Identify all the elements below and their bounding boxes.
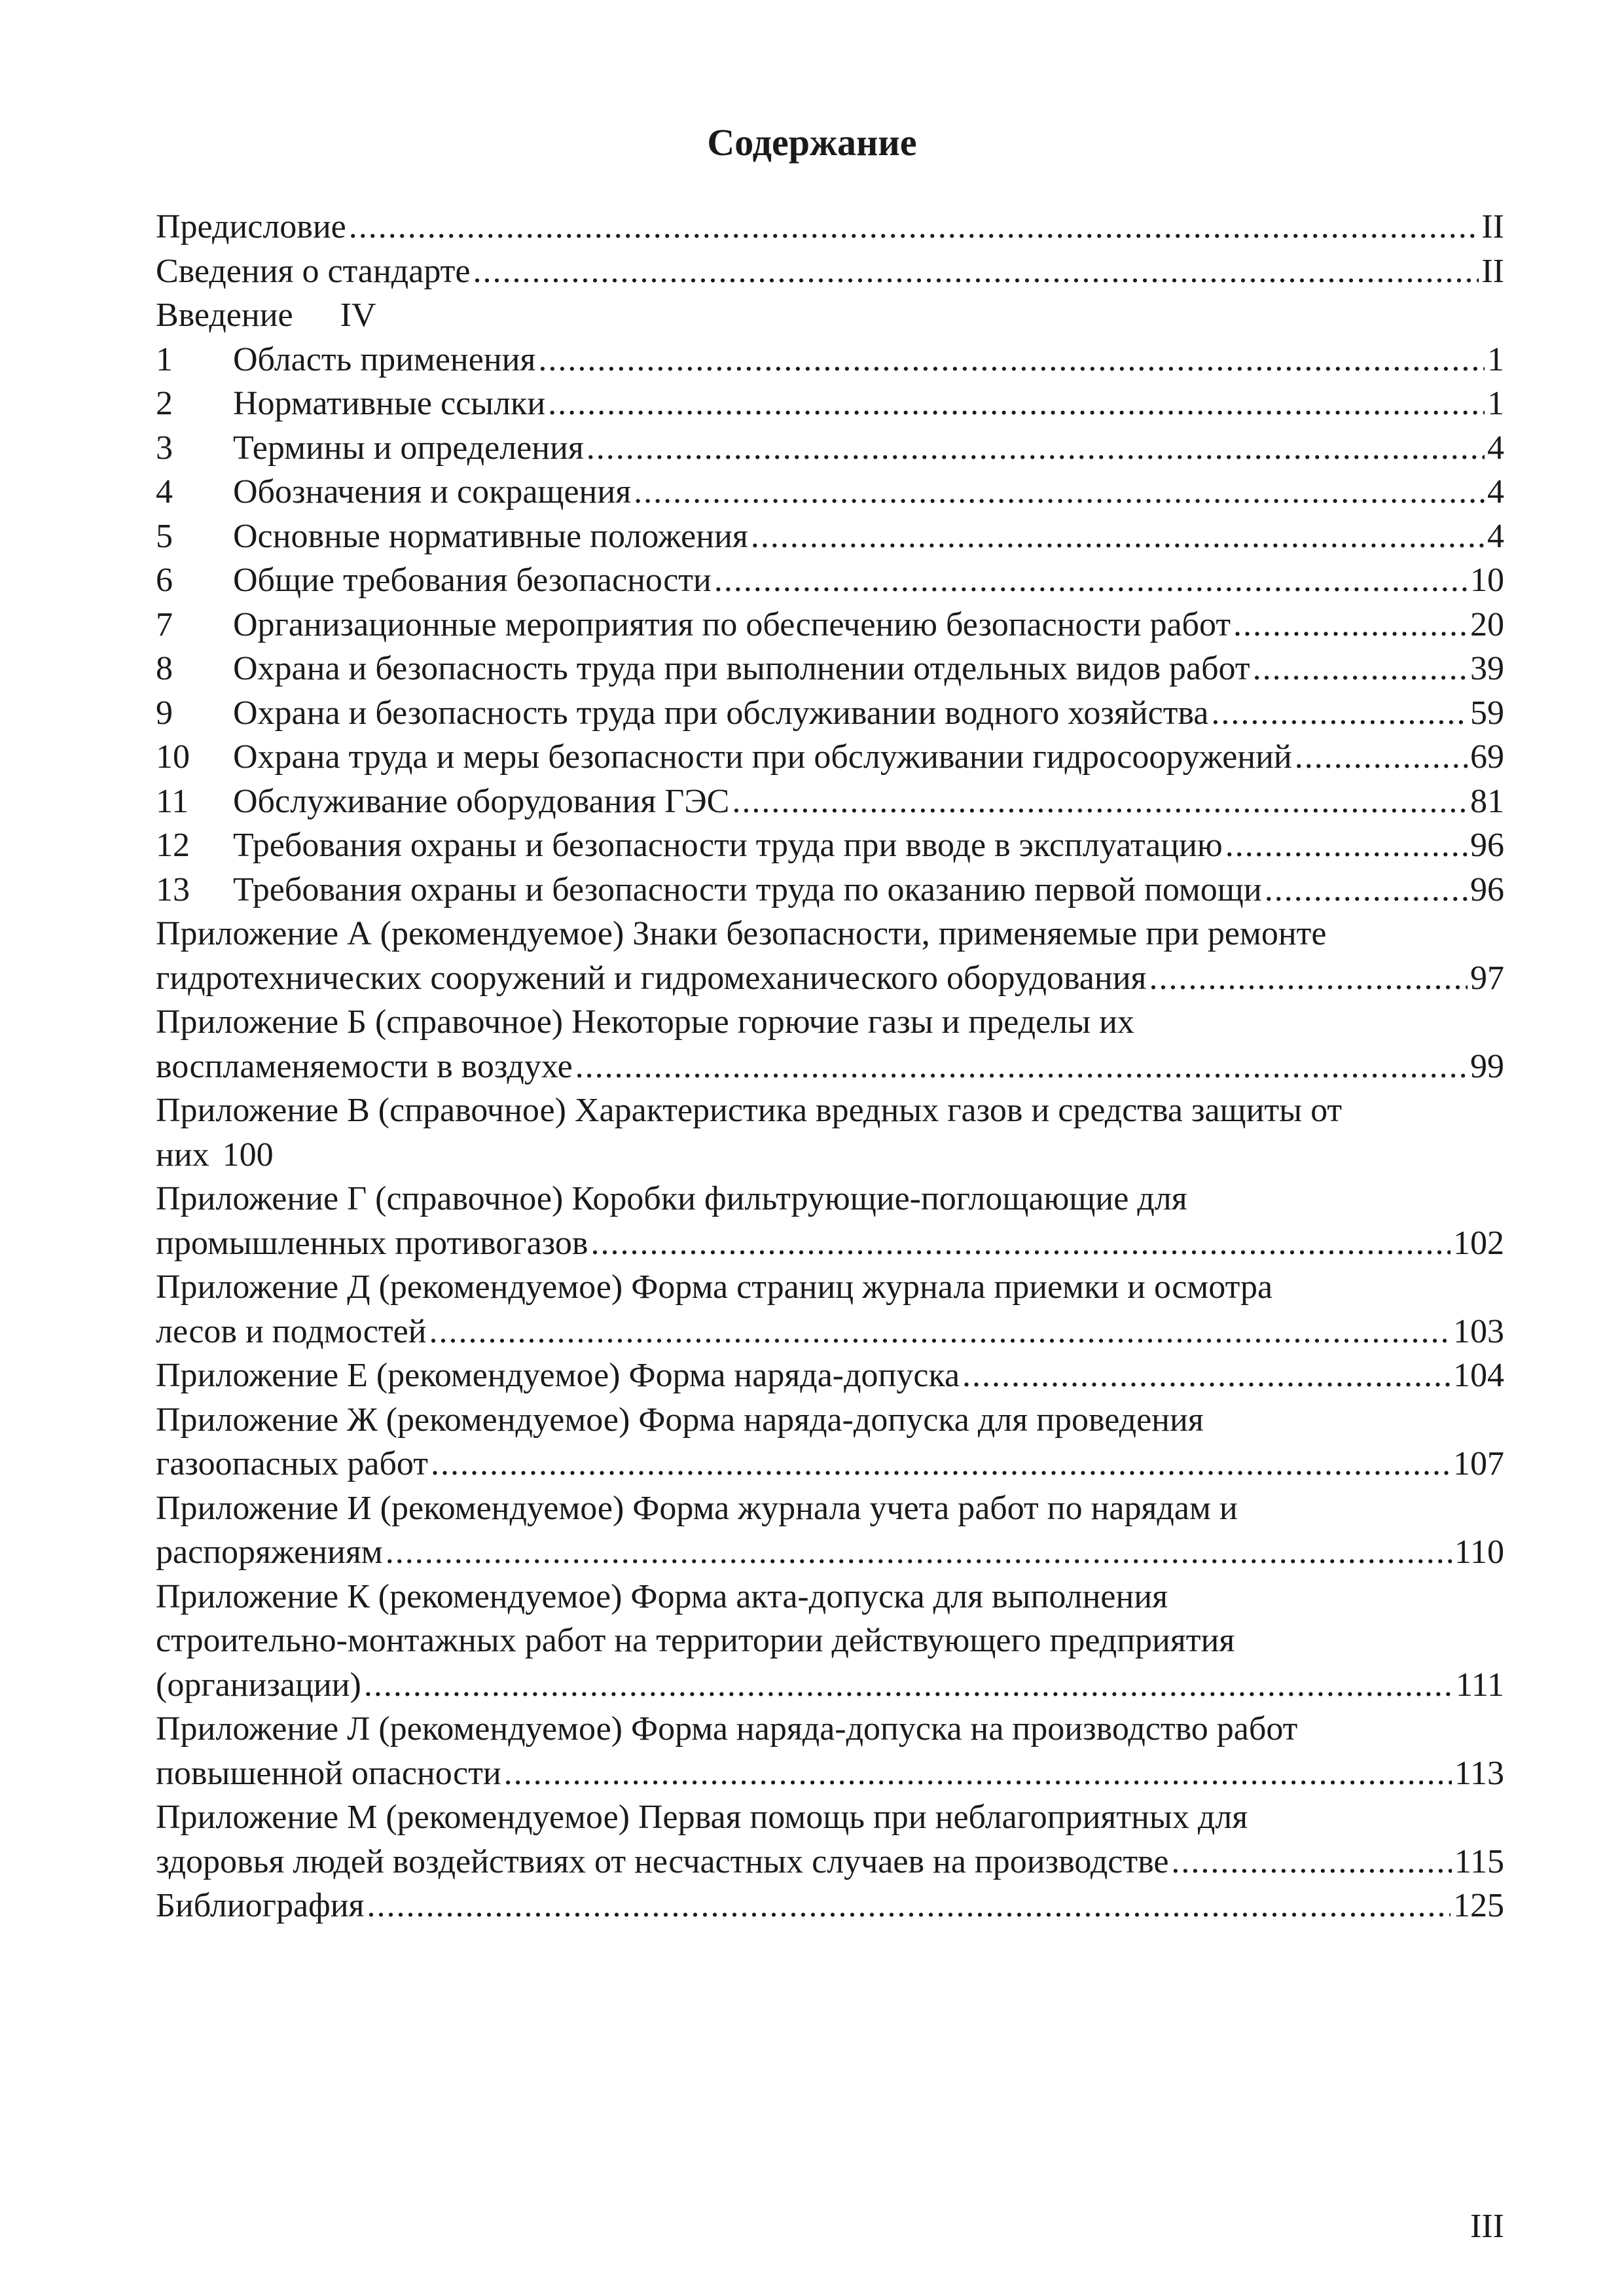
- toc-leader-dots: [349, 205, 1479, 249]
- toc-leader-dots: [429, 1310, 1451, 1354]
- toc-entry-text: Библиография: [156, 1887, 365, 1924]
- toc-entry-section-3[interactable]: [156, 426, 1504, 471]
- toc-entry-text: Основные нормативные положения: [233, 517, 748, 555]
- toc-leader-dots: [1149, 956, 1468, 1001]
- toc-entry-section-10[interactable]: [156, 735, 1504, 780]
- toc-page-number: 96: [1470, 870, 1504, 908]
- toc-entry-appendix-v-cont[interactable]: [156, 1133, 1504, 1177]
- toc-entry-appendix-a-cont[interactable]: [156, 956, 1504, 1001]
- toc-entry-text: Требования охраны и безопасности труда при вводе в эксплуатацию: [233, 827, 1223, 864]
- toc-entry-text: гидротехнических сооружений и гидромеханического оборудования: [156, 959, 1147, 997]
- toc-section-number: 7: [156, 605, 173, 643]
- toc-entry-appendix-g[interactable]: [156, 1177, 1504, 1221]
- toc-leader-dots: [1171, 1840, 1452, 1884]
- toc-page-number: 99: [1470, 1047, 1504, 1085]
- toc-page-number: 59: [1470, 694, 1504, 732]
- toc-leader-dots: [586, 426, 1485, 471]
- toc-section-number: 4: [156, 473, 173, 511]
- toc-page-number: 4: [1487, 517, 1504, 555]
- toc-entry-appendix-k[interactable]: [156, 1575, 1504, 1619]
- toc-section-number: 3: [156, 429, 173, 467]
- toc-leader-dots: [538, 338, 1485, 382]
- toc-entry-appendix-l-cont[interactable]: [156, 1751, 1504, 1796]
- toc-entry-section-6[interactable]: [156, 558, 1504, 603]
- toc-page-number: 100: [222, 1136, 274, 1174]
- toc-entry-section-13[interactable]: [156, 868, 1504, 912]
- toc-entry-section-1[interactable]: [156, 338, 1504, 382]
- toc-entry-text: них: [156, 1136, 209, 1174]
- toc-entry-text: Приложение И (рекомендуемое) Форма журнала учета работ по нарядам и: [156, 1489, 1238, 1527]
- toc-entry-text: Приложение Л (рекомендуемое) Форма наряда-допуска на производство работ: [156, 1710, 1298, 1748]
- toc-entry-appendix-i-cont[interactable]: [156, 1530, 1504, 1575]
- toc-leader-dots: [473, 249, 1479, 294]
- toc-entry-text: Область применения: [233, 340, 536, 378]
- toc-section-number: 10: [156, 738, 190, 776]
- toc-entry-text: здоровья людей воздействиях от несчастных случаев на производстве: [156, 1842, 1169, 1880]
- toc-leader-dots: [364, 1663, 1453, 1708]
- toc-entry-text: Приложение К (рекомендуемое) Форма акта-допуска для выполнения: [156, 1577, 1168, 1615]
- toc-entry-text: Охрана и безопасность труда при выполнении отдельных видов работ: [233, 650, 1250, 687]
- toc-entry-text: Приложение А (рекомендуемое) Знаки безопасности, применяемые при ремонте: [156, 915, 1327, 952]
- table-of-contents: [156, 205, 1504, 1928]
- toc-page-number: 1: [1487, 340, 1504, 378]
- toc-entry-text: Охрана и безопасность труда при обслуживании водного хозяйства: [233, 694, 1209, 732]
- toc-leader-dots: [367, 1884, 1451, 1928]
- toc-entry-text: Приложение Ж (рекомендуемое) Форма наряда-допуска для проведения: [156, 1401, 1204, 1439]
- toc-page-number: 10: [1470, 562, 1504, 599]
- toc-page-number: 111: [1455, 1666, 1504, 1704]
- toc-page-number: 4: [1487, 473, 1504, 511]
- toc-entry-text: Обозначения и сокращения: [233, 473, 632, 511]
- toc-entry-text: Требования охраны и безопасности труда по оказанию первой помощи: [233, 870, 1262, 908]
- toc-entry-text: Приложение Г (справочное) Коробки фильтрующие-поглощающие для: [156, 1180, 1187, 1217]
- toc-entry-appendix-l[interactable]: [156, 1707, 1504, 1751]
- toc-leader-dots: [732, 780, 1468, 824]
- toc-page-number: 4: [1487, 429, 1504, 467]
- toc-leader-dots: [1225, 823, 1468, 868]
- toc-entry-text: Приложение Д (рекомендуемое) Форма страниц журнала приемки и осмотра: [156, 1268, 1273, 1306]
- toc-entry-section-5[interactable]: [156, 514, 1504, 559]
- toc-leader-dots: [962, 1354, 1451, 1398]
- toc-entry-appendix-k-cont[interactable]: [156, 1619, 1504, 1663]
- toc-entry-section-8[interactable]: [156, 647, 1504, 691]
- toc-page-number: 97: [1470, 959, 1504, 997]
- toc-entry-text: Обслуживание оборудования ГЭС: [233, 782, 730, 820]
- toc-leader-dots: [504, 1751, 1452, 1796]
- toc-page-number: 103: [1453, 1312, 1504, 1350]
- toc-entry-appendix-m[interactable]: [156, 1795, 1504, 1840]
- toc-section-number: 13: [156, 870, 190, 908]
- toc-leader-dots: [386, 1530, 1452, 1575]
- toc-page-number: 20: [1470, 605, 1504, 643]
- toc-entry-appendix-v[interactable]: [156, 1088, 1504, 1133]
- toc-entry-text: (организации): [156, 1666, 361, 1704]
- toc-leader-dots: [1295, 735, 1468, 780]
- toc-leader-dots: [1211, 691, 1468, 736]
- toc-entry-appendix-m-cont[interactable]: [156, 1840, 1504, 1884]
- page-number: III: [1470, 2208, 1504, 2245]
- toc-entry-about[interactable]: [156, 249, 1504, 294]
- toc-page-number: 81: [1470, 782, 1504, 820]
- toc-page-number: II: [1481, 252, 1504, 290]
- toc-entry-section-7[interactable]: [156, 603, 1504, 647]
- toc-section-number: 1: [156, 340, 173, 378]
- toc-entry-appendix-zh-cont[interactable]: [156, 1442, 1504, 1486]
- toc-entry-text: Введение: [156, 296, 293, 334]
- toc-page-number: 104: [1453, 1357, 1504, 1394]
- toc-page-number: 107: [1453, 1445, 1504, 1482]
- toc-leader-dots: [714, 558, 1468, 603]
- toc-entry-text: Приложение В (справочное) Характеристика вредных газов и средства защиты от: [156, 1092, 1343, 1129]
- toc-entry-appendix-g-cont[interactable]: [156, 1221, 1504, 1266]
- toc-section-number: 8: [156, 650, 173, 687]
- toc-entry-appendix-i[interactable]: [156, 1486, 1504, 1531]
- toc-page-number: 125: [1453, 1887, 1504, 1924]
- toc-section-number: 5: [156, 517, 173, 555]
- toc-page-number: 102: [1453, 1224, 1504, 1262]
- toc-entry-text: газоопасных работ: [156, 1445, 428, 1482]
- toc-leader-dots: [1253, 647, 1468, 691]
- toc-page-number: 39: [1470, 650, 1504, 687]
- toc-leader-dots: [548, 382, 1485, 426]
- toc-entry-text: Приложение М (рекомендуемое) Первая помощь при неблагоприятных для: [156, 1799, 1248, 1836]
- toc-entry-text: Нормативные ссылки: [233, 385, 546, 422]
- toc-entry-text: промышленных противогазов: [156, 1224, 588, 1262]
- toc-page-number: 110: [1454, 1534, 1504, 1571]
- toc-entry-text: лесов и подмостей: [156, 1312, 427, 1350]
- toc-entry-text: Термины и определения: [233, 429, 584, 467]
- toc-leader-dots: [1265, 868, 1468, 912]
- toc-entry-preface[interactable]: [156, 205, 1504, 249]
- toc-entry-text: Приложение Е (рекомендуемое) Форма наряда-допуска: [156, 1357, 960, 1394]
- toc-page-number: II: [1481, 208, 1504, 245]
- toc-section-number: 2: [156, 385, 173, 422]
- toc-entry-text: Организационные мероприятия по обеспечению безопасности работ: [233, 605, 1231, 643]
- toc-entry-text: распоряжениям: [156, 1534, 383, 1571]
- toc-entry-text: строительно-монтажных работ на территории действующего предприятия: [156, 1622, 1235, 1659]
- toc-page-number: 113: [1454, 1754, 1504, 1792]
- toc-entry-appendix-a[interactable]: [156, 912, 1504, 956]
- toc-section-number: 12: [156, 827, 190, 864]
- toc-entry-appendix-b[interactable]: [156, 1000, 1504, 1045]
- toc-leader-dots: [1233, 603, 1468, 647]
- toc-entry-bibliography[interactable]: [156, 1884, 1504, 1928]
- toc-entry-section-9[interactable]: [156, 691, 1504, 736]
- toc-leader-dots: [590, 1221, 1451, 1266]
- toc-entry-appendix-e[interactable]: [156, 1354, 1504, 1398]
- toc-entry-text: Общие требования безопасности: [233, 562, 712, 599]
- toc-entry-appendix-k-cont2[interactable]: [156, 1663, 1504, 1708]
- toc-entry-text: Охрана труда и меры безопасности при обслуживании гидросооружений: [233, 738, 1292, 776]
- toc-entry-text: Предисловие: [156, 208, 346, 245]
- toc-page-number: 1: [1487, 385, 1504, 422]
- toc-entry-section-4[interactable]: [156, 470, 1504, 514]
- toc-leader-dots: [575, 1045, 1468, 1089]
- toc-section-number: 9: [156, 694, 173, 732]
- toc-leader-dots: [431, 1442, 1451, 1486]
- toc-entry-appendix-d-cont[interactable]: [156, 1310, 1504, 1354]
- toc-page-number: 69: [1470, 738, 1504, 776]
- toc-leader-dots: [634, 470, 1485, 514]
- toc-entry-section-11[interactable]: [156, 780, 1504, 824]
- toc-entry-appendix-zh[interactable]: [156, 1398, 1504, 1443]
- page-title: Содержание: [707, 121, 917, 164]
- toc-entry-text: Сведения о стандарте: [156, 252, 471, 290]
- toc-entry-intro[interactable]: [156, 293, 1504, 338]
- toc-entry-appendix-d[interactable]: [156, 1265, 1504, 1310]
- toc-page-number: IV: [340, 296, 376, 334]
- toc-entry-section-12[interactable]: [156, 823, 1504, 868]
- toc-leader-dots: [751, 514, 1485, 559]
- toc-section-number: 6: [156, 562, 173, 599]
- toc-page-number: 96: [1470, 827, 1504, 864]
- toc-section-number: 11: [156, 782, 189, 820]
- toc-page-number: 115: [1454, 1842, 1504, 1880]
- toc-entry-appendix-b-cont[interactable]: [156, 1045, 1504, 1089]
- toc-entry-text: повышенной опасности: [156, 1754, 501, 1792]
- toc-entry-section-2[interactable]: [156, 382, 1504, 426]
- toc-entry-text: воспламеняемости в воздухе: [156, 1047, 573, 1085]
- toc-entry-text: Приложение Б (справочное) Некоторые горючие газы и пределы их: [156, 1003, 1134, 1041]
